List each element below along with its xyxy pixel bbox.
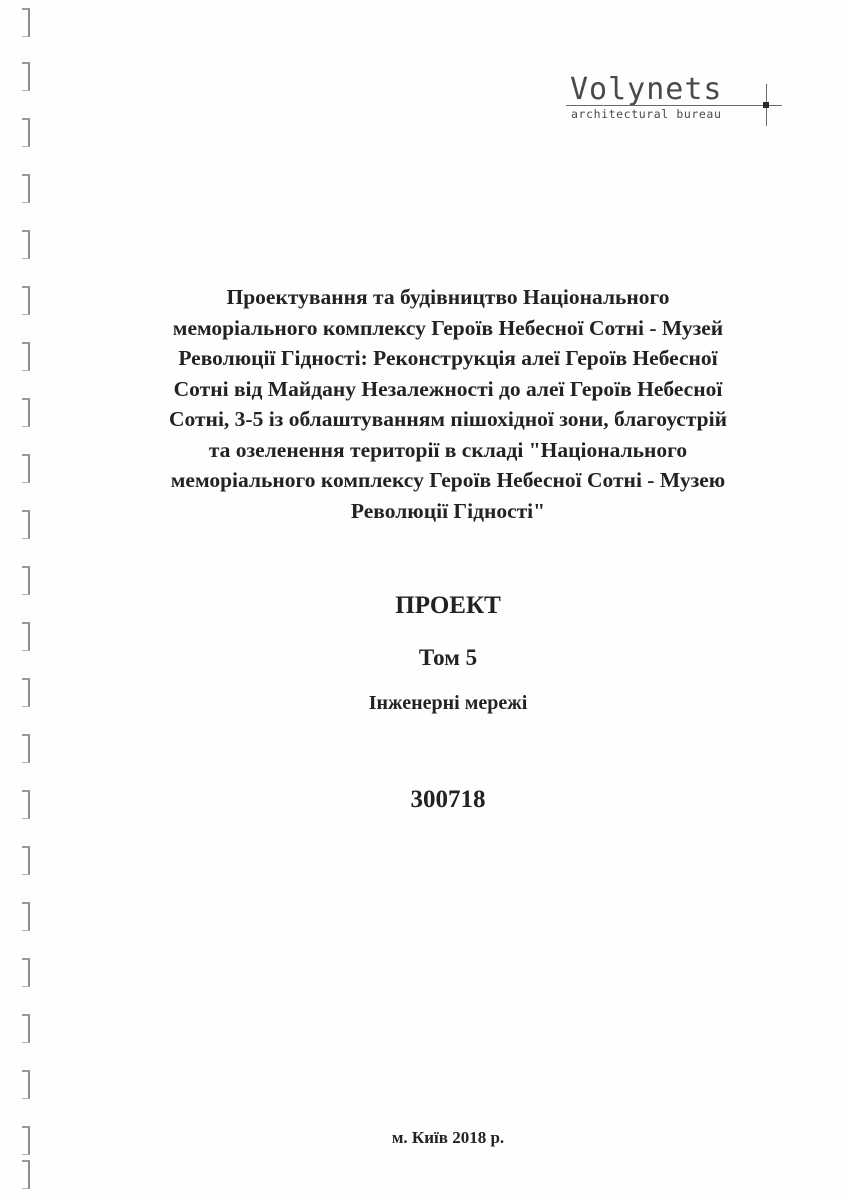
binding-mark bbox=[22, 230, 30, 259]
binding-mark bbox=[22, 8, 30, 37]
title-line: меморіального комплексу Героїв Небесної Сотні - Музею bbox=[170, 468, 726, 492]
binding-mark bbox=[22, 118, 30, 147]
project-stage: ПРОЕКТ bbox=[395, 592, 501, 619]
binding-mark bbox=[22, 342, 30, 371]
title-line: Революції Гідності: Реконструкція алеї Героїв Небесної bbox=[178, 346, 718, 370]
logo-subtitle: architectural bureau bbox=[571, 107, 722, 121]
binding-mark bbox=[22, 566, 30, 595]
binding-mark bbox=[22, 398, 30, 427]
binding-marks bbox=[14, 0, 44, 1200]
title-line: меморіального комплексу Героїв Небесної Сотні - Музей bbox=[172, 315, 724, 340]
project-code: 300718 bbox=[410, 786, 486, 813]
title-line: Сотні, 3-5 із облаштуванням пішохідної зони, благоустрій bbox=[169, 407, 727, 431]
project-title bbox=[100, 282, 796, 526]
binding-mark bbox=[22, 454, 30, 483]
binding-mark bbox=[22, 1160, 30, 1189]
binding-mark bbox=[22, 510, 30, 539]
title-line: Проектування та будівництво Національного bbox=[226, 285, 670, 309]
place-and-year: м. Київ 2018 р. bbox=[391, 1128, 505, 1147]
binding-mark bbox=[22, 958, 30, 987]
company-logo bbox=[562, 70, 792, 130]
title-line: Революції Гідності" bbox=[350, 498, 546, 523]
binding-mark bbox=[22, 790, 30, 819]
binding-mark bbox=[22, 622, 30, 651]
binding-mark bbox=[22, 734, 30, 763]
binding-mark bbox=[22, 174, 30, 203]
volume-number: Том 5 bbox=[418, 645, 478, 670]
binding-mark bbox=[22, 1070, 30, 1099]
logo-name: Volynets bbox=[570, 72, 723, 107]
binding-mark bbox=[22, 286, 30, 315]
binding-mark bbox=[22, 902, 30, 931]
binding-mark bbox=[22, 846, 30, 875]
title-line: Сотні від Майдану Незалежності до алеї Героїв Небесної bbox=[173, 376, 723, 401]
binding-mark bbox=[22, 1126, 30, 1155]
binding-mark bbox=[22, 1014, 30, 1043]
volume-section: Інженерні мережі bbox=[368, 692, 528, 714]
binding-mark bbox=[22, 678, 30, 707]
binding-mark bbox=[22, 62, 30, 91]
title-line: та озеленення території в складі "Національного bbox=[208, 437, 688, 462]
logo-dot bbox=[763, 102, 769, 108]
logo-rule-horizontal bbox=[566, 105, 782, 106]
